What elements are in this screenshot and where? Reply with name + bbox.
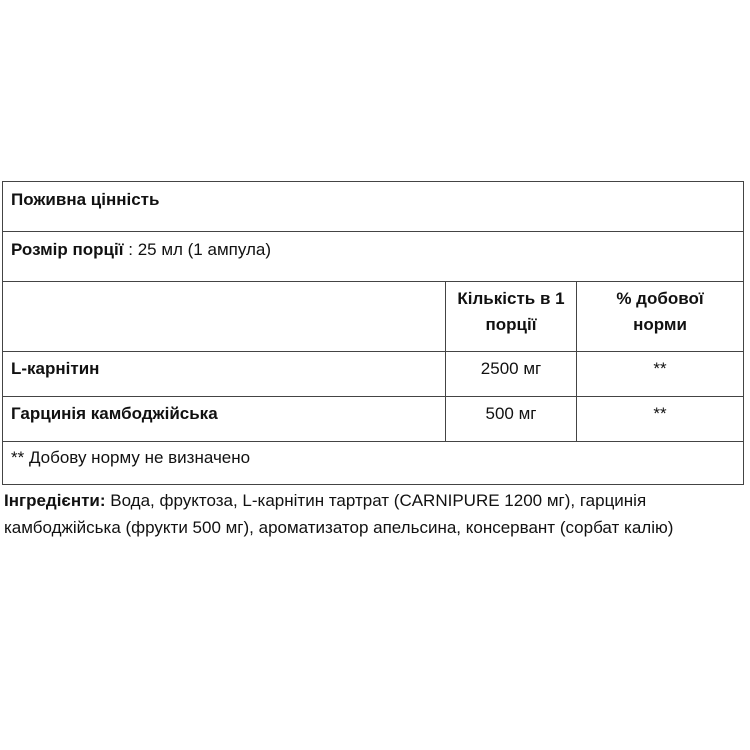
title-row <box>3 182 744 232</box>
header-amount-line1: Кількість в 1 <box>457 289 565 308</box>
header-row <box>3 282 744 352</box>
serving-row <box>3 232 744 282</box>
nutrient-amount: 500 мг <box>446 397 577 442</box>
ingredients-label: Інгредієнти: <box>4 491 106 510</box>
header-dv-line2: норми <box>633 315 687 334</box>
table-row <box>3 397 744 442</box>
header-daily-value <box>577 282 744 352</box>
nutrition-table <box>2 181 744 485</box>
header-empty-cell <box>3 282 446 352</box>
serving-separator: : <box>123 240 138 259</box>
serving-label: Розмір порції <box>11 240 124 259</box>
nutrient-name: Гарцинія камбоджійська <box>3 397 446 442</box>
ingredients-text: Вода, фруктоза, L-карнітин тартрат (CARNIPURE 1200 мг), гарцинія камбоджійська (фрукти 500 мг), ароматизатор апельсина, консервант (сорбат калію) <box>4 491 674 537</box>
footnote: ** Добову норму не визначено <box>3 442 744 485</box>
header-amount-line2: порції <box>485 315 537 334</box>
nutrient-dv: ** <box>577 397 744 442</box>
nutrient-dv: ** <box>577 352 744 397</box>
header-dv-line1: % добової <box>616 289 704 308</box>
ingredients-paragraph <box>4 487 744 541</box>
nutrient-name: L-карнітин <box>3 352 446 397</box>
footnote-row <box>3 442 744 485</box>
table-row <box>3 352 744 397</box>
serving-value: 25 мл (1 ампула) <box>137 240 271 259</box>
header-amount <box>446 282 577 352</box>
table-title: Поживна цінність <box>3 182 744 232</box>
nutrient-amount: 2500 мг <box>446 352 577 397</box>
serving-size <box>3 232 744 282</box>
